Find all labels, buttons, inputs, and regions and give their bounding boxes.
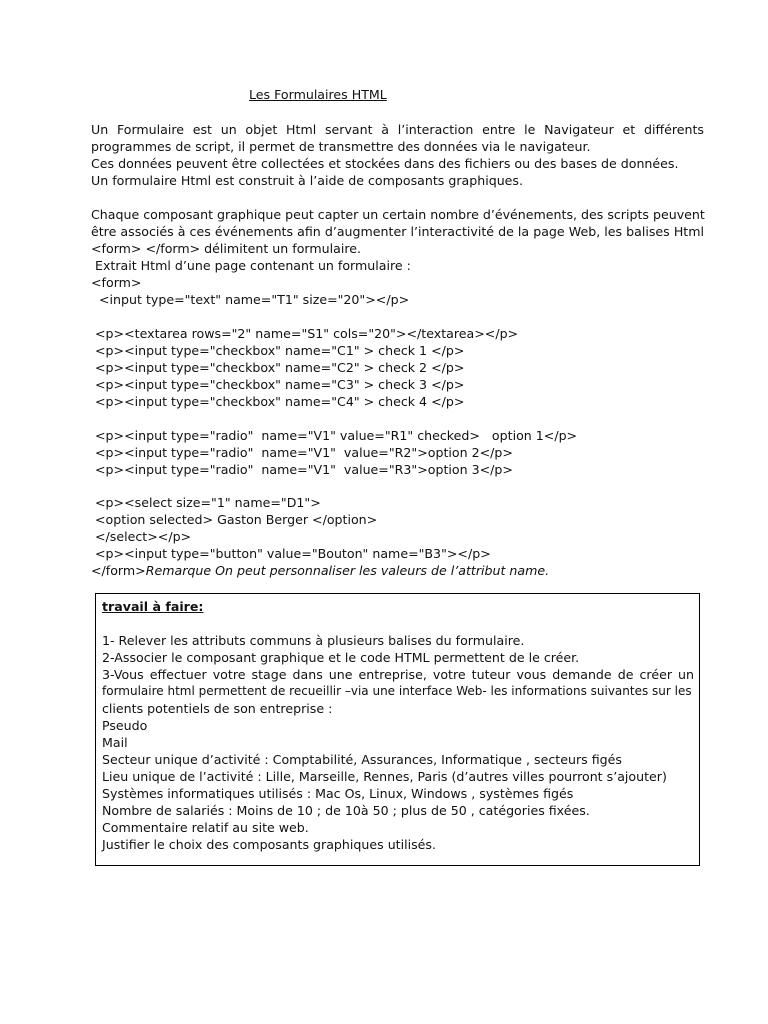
code-select-line: <p><input type="button" value="Bouton" name="B3"></p> xyxy=(91,546,491,561)
code-checkbox-line: <p><input type="checkbox" name="C1" > check 1 </p> xyxy=(91,343,465,358)
code-excerpt xyxy=(91,274,704,308)
task-field: Mail xyxy=(102,735,128,750)
task-title: travail à faire: xyxy=(102,599,204,614)
task-field: Justifier le choix des composants graphiques utilisés. xyxy=(102,837,436,852)
code-form-close-line xyxy=(91,562,704,579)
code-textarea: <p><textarea rows="2" name="S1" cols="20"></textarea></p> xyxy=(91,326,519,341)
task-item: 1- Relever les attributs communs à plusieurs balises du formulaire. xyxy=(102,633,525,648)
task-box xyxy=(95,593,700,866)
code-checkbox-line: <p><input type="checkbox" name="C4" > check 4 </p> xyxy=(91,394,465,409)
code-radio-line: <p><input type="radio" name="V1" value="R3">option 3</p> xyxy=(91,462,513,477)
code-radio-line: <p><input type="radio" name="V1" value="R2">option 2</p> xyxy=(91,445,513,460)
code-checkbox-group xyxy=(91,325,704,410)
task-field: Commentaire relatif au site web. xyxy=(102,820,309,835)
events-line: être associés à ces événements afin d’augmenter l’interactivité de la page Web, les balises Html xyxy=(91,224,704,239)
events-paragraph xyxy=(91,206,704,274)
task-field: Lieu unique de l’activité : Lille, Marseille, Rennes, Paris (d’autres villes pourront s’ajouter) xyxy=(102,769,667,784)
spacer xyxy=(102,615,694,632)
intro-paragraph xyxy=(91,121,704,189)
task-field: Pseudo xyxy=(102,718,148,733)
code-radio-line: <p><input type="radio" name="V1" value="R1" checked> option 1</p> xyxy=(91,428,578,443)
task-content xyxy=(102,598,694,853)
task-item: 2-Associer le composant graphique et le code HTML permettent de le créer. xyxy=(102,650,580,665)
code-select-line: <p><select size="1" name="D1"> xyxy=(91,495,321,510)
intro-line: Un formulaire Html est construit à l’aide de composants graphiques. xyxy=(91,173,523,188)
code-select-group xyxy=(91,494,704,579)
events-line: Extrait Html d’une page contenant un formulaire : xyxy=(91,258,411,273)
code-input-text: <input type="text" name="T1" size="20"></p> xyxy=(91,292,410,307)
task-field: Secteur unique d’activité : Comptabilité, Assurances, Informatique , secteurs figés xyxy=(102,752,622,767)
intro-line: programmes de script, il permet de transmettre des données via le navigateur. xyxy=(91,139,591,154)
task-item-3-line: 3-Vous effectuer votre stage dans une entreprise, votre tuteur vous demande de créer un xyxy=(102,667,694,682)
task-item-3-line: clients potentiels de son entreprise : xyxy=(102,701,333,716)
remark-text: Remarque On peut personnaliser les valeurs de l’attribut name. xyxy=(145,563,550,578)
code-radio-group xyxy=(91,427,704,478)
task-item-3-line: formulaire html permettent de recueillir –via une interface Web- les informations suivantes sur les xyxy=(102,684,692,698)
code-checkbox-line: <p><input type="checkbox" name="C2" > check 2 </p> xyxy=(91,360,465,375)
task-field: Nombre de salariés : Moins de 10 ; de 10à 50 ; plus de 50 , catégories fixées. xyxy=(102,803,590,818)
events-line: <form> </form> délimitent un formulaire. xyxy=(91,241,361,256)
code-form-open: <form> xyxy=(91,275,142,290)
intro-line: Ces données peuvent être collectées et stockées dans des fichiers ou des bases de données. xyxy=(91,156,679,171)
code-select-line: <option selected> Gaston Berger </option> xyxy=(91,512,378,527)
events-line: Chaque composant graphique peut capter un certain nombre d’événements, des scripts peuvent xyxy=(91,207,705,222)
page-title: Les Formulaires HTML xyxy=(249,87,387,102)
code-form-close: </form> xyxy=(91,563,146,578)
intro-line: Un Formulaire est un objet Html servant à l’interaction entre le Navigateur et différents xyxy=(91,122,704,137)
task-field: Systèmes informatiques utilisés : Mac Os, Linux, Windows , systèmes figés xyxy=(102,786,574,801)
code-checkbox-line: <p><input type="checkbox" name="C3" > check 3 </p> xyxy=(91,377,465,392)
code-select-line: </select></p> xyxy=(91,529,192,544)
